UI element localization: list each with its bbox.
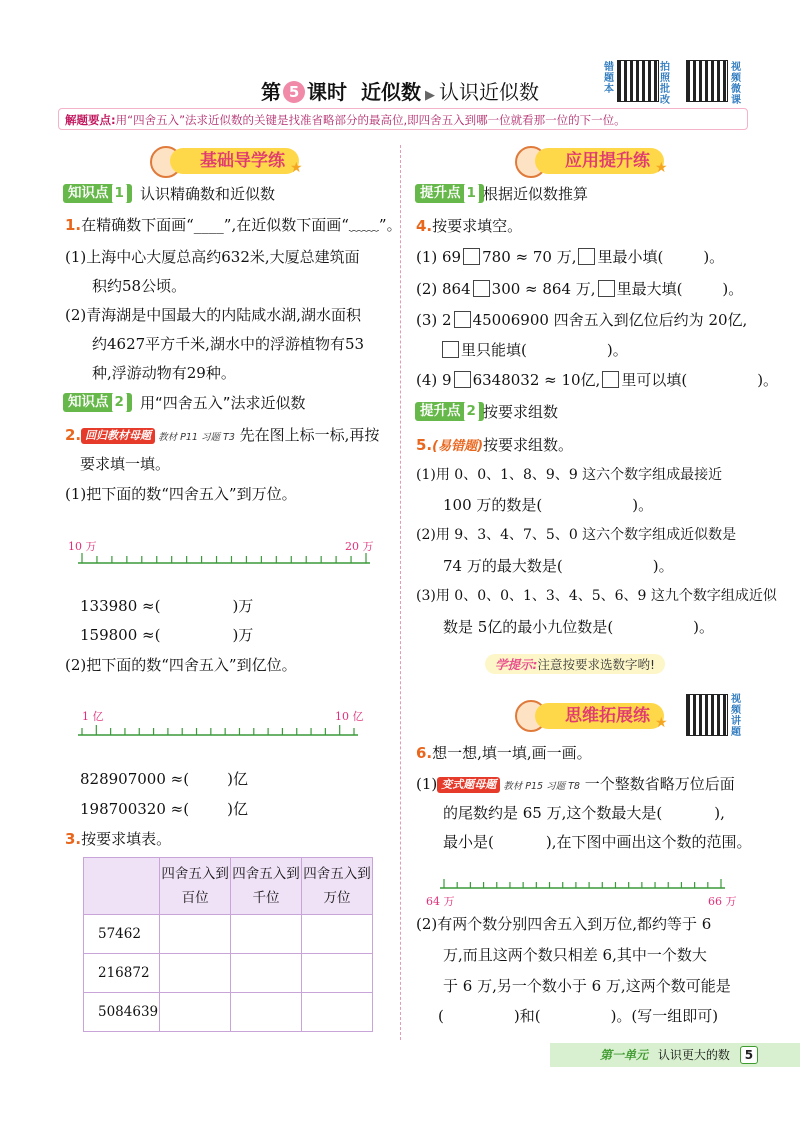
lesson-suffix: 课时 bbox=[307, 80, 348, 104]
q4-part2: (2) 864 300 ≈ 864 万, 里最大填( )。 bbox=[416, 280, 744, 298]
textbook-ref: 教材 P11 习题 T3 bbox=[158, 432, 235, 443]
page-number: 5 bbox=[740, 1046, 758, 1064]
q5-part2-line2: 74 万的最大数是( )。 bbox=[443, 557, 674, 575]
q1-part1-line1: (1)上海中心大厦总高约632米,大厦总建筑面 bbox=[65, 248, 360, 266]
q6-part2-line1: (2)有两个数分别四舍五入到万位,都约等于 6 bbox=[416, 915, 712, 933]
q2-part2: (2)把下面的数“四舍五入”到亿位。 bbox=[65, 656, 297, 674]
q5-part3-line1: (3)用 0、0、0、1、3、4、5、6、9 这九个数字组成近似 bbox=[416, 588, 777, 604]
improve-point-2-text: 按要求组数 bbox=[483, 403, 559, 421]
q6-part2-line4: ( )和( )。(写一组即可) bbox=[438, 1007, 719, 1025]
table-header: 四舍五入到万位 bbox=[302, 858, 373, 915]
knowledge-tag-2: 知识点 2 bbox=[63, 393, 132, 412]
hint-bubble: 学提示:注意按要求选数字哟! bbox=[485, 654, 665, 674]
table-row bbox=[84, 993, 373, 1032]
qr-label-video-lecture: 视频讲题 bbox=[731, 694, 741, 738]
section-banner-basic: 基础导学练 bbox=[170, 148, 299, 174]
subtopic-title: 认识近似数 bbox=[438, 80, 539, 104]
q2-1-b: 159800 ≈( )万 bbox=[80, 626, 254, 644]
key-point-bar bbox=[58, 108, 748, 130]
table-cell-answer[interactable] bbox=[302, 915, 373, 954]
q2-2-a: 828907000 ≈( )亿 bbox=[80, 770, 248, 788]
knowledge-point-2-text: 用“四舍五入”法求近似数 bbox=[140, 394, 306, 412]
digit-box[interactable] bbox=[454, 371, 471, 388]
qr-label-video: 视频微课 bbox=[731, 62, 741, 106]
digit-box[interactable] bbox=[442, 341, 459, 358]
table-cell-answer[interactable] bbox=[302, 993, 373, 1032]
footer-unit: 第一单元 bbox=[600, 1048, 649, 1062]
digit-box[interactable] bbox=[578, 248, 595, 265]
question-5: 5.(易错题)按要求组数。 bbox=[416, 436, 574, 454]
q1-part2-line3: 种,浮游动物有29种。 bbox=[92, 364, 236, 382]
question-6: 6.想一想,填一填,画一画。 bbox=[416, 744, 592, 762]
q4-part3-line2: 里只能填( )。 bbox=[440, 340, 628, 360]
qr-code-icon[interactable] bbox=[686, 60, 728, 102]
nl1-right-label: 20 万 bbox=[345, 540, 374, 553]
rounding-table bbox=[83, 857, 373, 1032]
improve-point-1-text: 根据近似数推算 bbox=[483, 185, 589, 203]
q4-part4: (4) 9 6348032 ≈ 10亿, 里可以填( )。 bbox=[416, 371, 779, 389]
qr-code-icon[interactable] bbox=[617, 60, 659, 102]
digit-box[interactable] bbox=[454, 311, 471, 328]
q1-part2-line1: (2)青海湖是中国最大的内陆咸水湖,湖水面积 bbox=[65, 306, 362, 324]
nl3-right-label: 66 万 bbox=[708, 895, 737, 908]
star-icon: ★ bbox=[655, 715, 668, 731]
table-cell-answer[interactable] bbox=[231, 954, 302, 993]
table-cell-number: 5084639 bbox=[84, 993, 160, 1032]
question-1: 1.在精确数下面画“____”,在近似数下面画“﹏﹏”。 bbox=[65, 216, 402, 234]
qr-label-error-book: 错题本 bbox=[604, 62, 614, 95]
q5-part2-line1: (2)用 9、3、4、7、5、0 这六个数字组成近似数是 bbox=[416, 527, 737, 543]
q4-part1: (1) 69 780 ≈ 70 万, 里最小填( )。 bbox=[416, 248, 725, 266]
q2-part1: (1)把下面的数“四舍五入”到万位。 bbox=[65, 485, 297, 503]
table-row bbox=[84, 954, 373, 993]
table-cell-answer[interactable] bbox=[231, 915, 302, 954]
nl2-right-label: 10 亿 bbox=[335, 710, 364, 723]
footer-title: 认识更大的数 bbox=[657, 1048, 730, 1062]
table-row bbox=[84, 915, 373, 954]
lesson-prefix: 第 bbox=[261, 80, 282, 104]
section-banner-thinking: 思维拓展练 bbox=[535, 703, 664, 729]
question-4: 4.按要求填空。 bbox=[416, 217, 523, 235]
q2-1-a: 133980 ≈( )万 bbox=[80, 597, 254, 615]
q6-part1-line1: (1) 变式题母题 教材 P15 习题 T8 一个整数省略万位后面 bbox=[416, 775, 735, 793]
digit-box[interactable] bbox=[602, 371, 619, 388]
table-cell-answer[interactable] bbox=[160, 915, 231, 954]
q1-part2-line2: 约4627平方千米,湖水中的浮游植物有53 bbox=[92, 335, 365, 353]
question-2: 2. 回归教材母题 教材 P11 习题 T3 先在图上标一标,再按 bbox=[65, 426, 380, 444]
topic-title: 近似数 bbox=[360, 80, 421, 104]
q5-part1-line1: (1)用 0、0、1、8、9、9 这六个数字组成最接近 bbox=[416, 467, 723, 483]
nl1-left-label: 10 万 bbox=[68, 540, 97, 553]
table-cell-answer[interactable] bbox=[231, 993, 302, 1032]
improve-tag-2: 提升点 2 bbox=[415, 402, 484, 421]
qr-code-icon[interactable] bbox=[686, 694, 728, 736]
textbook-tag: 回归教材母题 bbox=[81, 428, 155, 444]
q6-part2-line3: 于 6 万,另一个数小于 6 万,这两个数可能是 bbox=[443, 977, 731, 995]
textbook-ref: 教材 P15 习题 T8 bbox=[503, 781, 580, 792]
improve-tag-1: 提升点 1 bbox=[415, 184, 484, 203]
q6-part2-line2: 万,而且这两个数只相差 6,其中一个数大 bbox=[443, 946, 707, 964]
qr-label-photo: 拍照批改 bbox=[660, 62, 670, 106]
nl2-left-label: 1 亿 bbox=[82, 710, 104, 723]
q5-part3-line2: 数是 5亿的最小九位数是( )。 bbox=[443, 618, 715, 636]
key-point-label: 解题要点: bbox=[65, 113, 116, 127]
lesson-number: 5 bbox=[283, 81, 305, 103]
q4-part3-line1: (3) 2 45006900 四舍五入到亿位后约为 20亿, bbox=[416, 311, 748, 329]
table-header: 四舍五入到千位 bbox=[231, 858, 302, 915]
page-footer bbox=[550, 1043, 800, 1067]
digit-box[interactable] bbox=[463, 248, 480, 265]
column-divider bbox=[400, 145, 401, 1040]
number-line-2[interactable] bbox=[78, 713, 368, 743]
key-point-text: 用“四舍五入”法求近似数的关键是找准省略部分的最高位,即四舍五入到哪一位就看那一位的下一位。 bbox=[115, 113, 626, 127]
q2-2-b: 198700320 ≈( )亿 bbox=[80, 800, 248, 818]
digit-box[interactable] bbox=[473, 280, 490, 297]
star-icon: ★ bbox=[655, 160, 668, 176]
q1-part1-line2: 积约58公顷。 bbox=[92, 277, 187, 295]
table-cell-number: 216872 bbox=[84, 954, 160, 993]
table-header: 四舍五入到百位 bbox=[160, 858, 231, 915]
section-banner-application: 应用提升练 bbox=[535, 148, 664, 174]
table-cell-answer[interactable] bbox=[302, 954, 373, 993]
knowledge-point-1-text: 认识精确数和近似数 bbox=[140, 185, 276, 203]
variant-tag: 变式题母题 bbox=[437, 777, 500, 793]
digit-box[interactable] bbox=[598, 280, 615, 297]
table-cell-answer[interactable] bbox=[160, 954, 231, 993]
q6-part1-line3: 最小是( ),在下图中画出这个数的范围。 bbox=[443, 833, 752, 851]
number-line-3[interactable] bbox=[440, 876, 730, 896]
question-3: 3.按要求填表。 bbox=[65, 830, 172, 848]
table-corner bbox=[84, 858, 160, 915]
triangle-icon: ▶ bbox=[424, 88, 435, 103]
q5-part1-line2: 100 万的数是( )。 bbox=[443, 496, 654, 514]
star-icon: ★ bbox=[290, 160, 303, 176]
nl3-left-label: 64 万 bbox=[426, 895, 455, 908]
number-line-1[interactable] bbox=[78, 535, 378, 575]
knowledge-tag-1: 知识点 1 bbox=[63, 184, 132, 203]
table-cell-answer[interactable] bbox=[160, 993, 231, 1032]
page-title bbox=[0, 76, 800, 105]
q2-text-line2: 要求填一填。 bbox=[80, 455, 171, 473]
table-cell-number: 57462 bbox=[84, 915, 160, 954]
q6-part1-line2: 的尾数约是 65 万,这个数最大是( ), bbox=[443, 804, 725, 822]
